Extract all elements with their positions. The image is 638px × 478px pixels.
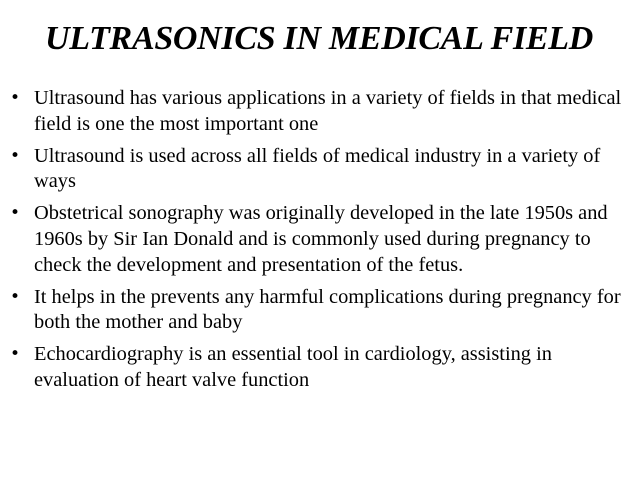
bullet-text: Ultrasound has various applications in a variety of fields in that medical field is one the most important one bbox=[34, 87, 622, 135]
bullet-item bbox=[10, 285, 630, 337]
bullet-icon: • bbox=[10, 88, 21, 108]
bullet-icon: • bbox=[10, 203, 21, 224]
bullet-item bbox=[10, 201, 630, 278]
bullet-icon: • bbox=[10, 344, 21, 365]
bullet-list bbox=[10, 86, 630, 400]
bullet-icon: • bbox=[10, 286, 21, 307]
bullet-text: Echocardiography is an essential tool in cardiology, assisting in evaluation of heart valve function bbox=[34, 343, 552, 391]
slide-title: ULTRASONICS IN MEDICAL FIELD bbox=[44, 20, 594, 57]
bullet-text: It helps in the prevents any harmful complications during pregnancy for both the mother and baby bbox=[34, 285, 621, 334]
bullet-icon: • bbox=[10, 145, 21, 166]
bullet-text: Ultrasound is used across all fields of medical industry in a variety of ways bbox=[34, 144, 601, 193]
bullet-item bbox=[10, 342, 630, 394]
bullet-item bbox=[10, 144, 630, 196]
bullet-text: Obstetrical sonography was originally developed in the late 1950s and 1960s by Sir Ian Donald and is commonly used during pregnancy to check the development and presentation of the fetus. bbox=[34, 202, 608, 276]
bullet-item bbox=[10, 86, 630, 138]
